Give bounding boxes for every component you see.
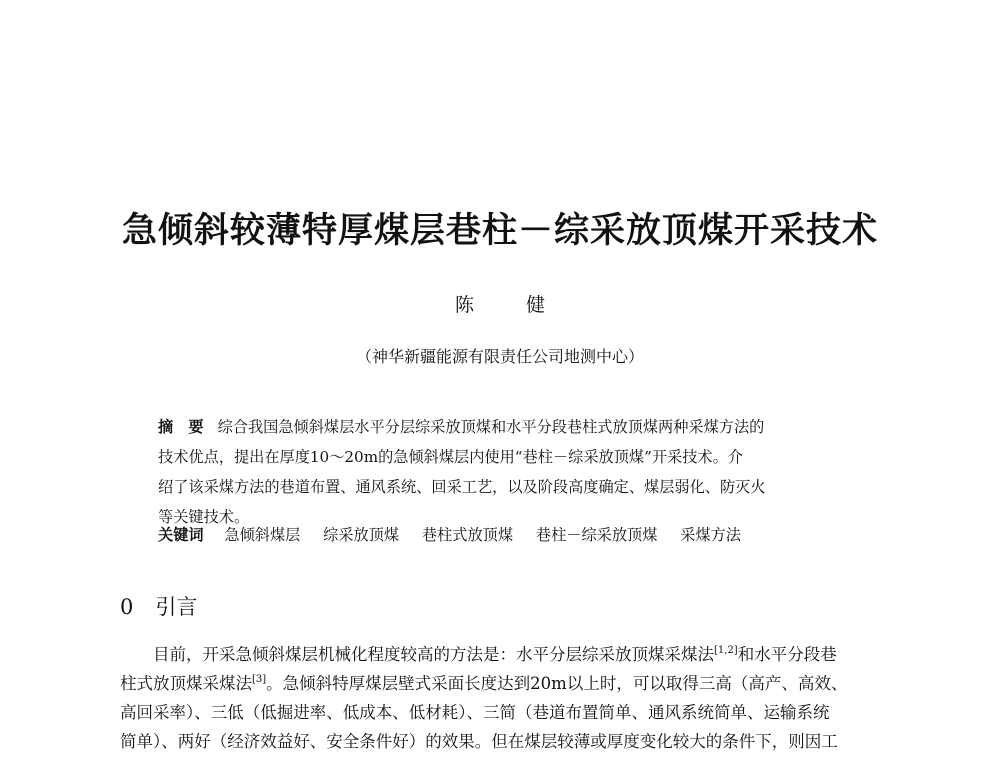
abstract-line — [158, 412, 860, 442]
body-line — [120, 640, 890, 669]
abstract-text: 等关键技术。 — [158, 508, 250, 526]
body-line: 简单）、两好（经济效益好、安全条件好）的效果。但在煤层较薄或厚度变化较大的条件下，则因工 — [120, 732, 838, 751]
keyword: 巷柱－综采放顶煤 — [535, 526, 658, 544]
body-text — [120, 640, 890, 756]
keywords — [158, 524, 759, 545]
abstract-text: 综合我国急倾斜煤层水平分层综采放顶煤和水平分段巷柱式放顶煤两种采煤方法的 — [217, 418, 765, 436]
abstract — [158, 412, 860, 532]
body-text-segment: 和水平分段巷 — [737, 645, 837, 664]
keyword: 急倾斜煤层 — [224, 526, 301, 544]
author-given-name: 陈 — [454, 294, 474, 316]
body-line: 高回采率）、三低（低掘进率、低成本、低材耗）、三简（巷道布置简单、通风系统简单、运输系统 — [120, 703, 830, 722]
keyword: 巷柱式放顶煤 — [421, 526, 514, 544]
author-family-name: 健 — [526, 294, 546, 316]
paper-title: 急倾斜较薄特厚煤层巷柱－综采放顶煤开采技术 — [121, 210, 878, 251]
abstract-text: 绍了该采煤方法的巷道布置、通风系统、回采工艺，以及阶段高度确定、煤层弱化、防灭火 — [158, 478, 766, 496]
keywords-label: 关键词 — [158, 526, 204, 544]
citation-ref[interactable]: [3] — [252, 674, 267, 685]
abstract-text: 技术优点，提出在厚度10～20m的急倾斜煤层内使用“巷柱－综采放顶煤”开采技术。介 — [158, 448, 743, 466]
section-title: 引言 — [155, 595, 198, 619]
body-text-segment: 。急倾斜特厚煤层壁式采面长度达到20m以上时，可以取得三高（高产、高效、 — [266, 674, 848, 693]
keyword: 采煤方法 — [680, 526, 741, 544]
author-name — [0, 290, 1000, 317]
body-line — [120, 669, 890, 698]
section-heading — [120, 591, 197, 621]
body-text-segment: 柱式放顶煤采煤法 — [120, 674, 252, 693]
author-affiliation: （神华新疆能源有限责任公司地测中心） — [355, 347, 644, 366]
citation-ref[interactable]: [1,2] — [714, 645, 738, 656]
body-text-segment: 目前，开采急倾斜煤层机械化程度较高的方法是：水平分层综采放顶煤采煤法 — [153, 645, 714, 664]
abstract-label: 摘 要 — [158, 418, 204, 436]
keyword: 综采放顶煤 — [323, 526, 400, 544]
section-number: 0 — [120, 595, 134, 619]
